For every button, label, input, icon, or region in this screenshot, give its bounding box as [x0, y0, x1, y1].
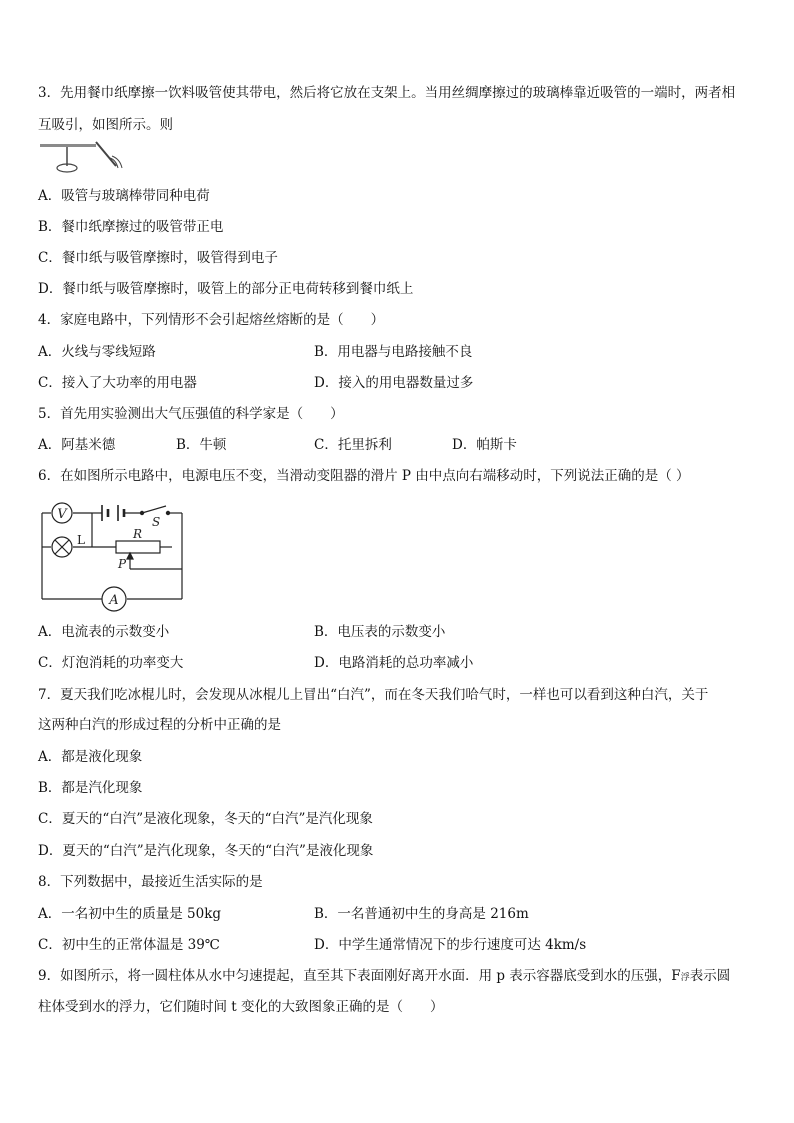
q3-option-c: C．餐巾纸与吸管摩擦时，吸管得到电子: [38, 250, 278, 266]
q6-circuit-diagram: [38, 498, 188, 612]
q4-option-d: D．接入的用电器数量过多: [314, 375, 474, 391]
lamp-label: L: [77, 533, 85, 547]
ammeter-label: A: [109, 593, 119, 608]
q3-option-b: B．餐巾纸摩擦过的吸管带正电: [38, 219, 224, 235]
switch-label: S: [152, 515, 161, 529]
q5-stem: 5．首先用实验测出大气压强值的科学家是（ ）: [38, 406, 344, 422]
q8-option-d: D．中学生通常情况下的步行速度可达 4km/s: [314, 937, 587, 953]
slider-label: P: [118, 557, 127, 571]
q7-option-a: A．都是液化现象: [38, 749, 143, 765]
q6-option-b: B．电压表的示数变小: [314, 624, 446, 640]
q6-stem: 6．在如图所示电路中，电源电压不变，当滑动变阻器的滑片 P 由中点向右端移动时，下列说法正确的是（ ）: [38, 468, 690, 484]
q6-option-a: A．电流表的示数变小: [38, 624, 170, 640]
q9-stem-line2: 柱体受到水的浮力，它们随时间 t 变化的大致图象正确的是（ ）: [38, 999, 444, 1015]
q3-stem-line2: 互吸引，如图所示。则: [38, 117, 173, 133]
q6-option-d: D．电路消耗的总功率减小: [314, 655, 474, 671]
q5-option-c: C．托里拆利: [314, 437, 392, 453]
switch-blade: [142, 506, 166, 513]
q8-option-a: A．一名初中生的质量是 50kg: [38, 906, 222, 922]
q9-buoyancy-subscript: 浮: [680, 973, 690, 983]
q4-option-a: A．火线与零线短路: [38, 344, 156, 360]
q7-option-c: C．夏天的“白汽”是液化现象，冬天的“白汽”是汽化现象: [38, 811, 373, 827]
q5-option-d: D．帕斯卡: [452, 437, 517, 453]
q3-option-a: A．吸管与玻璃棒带同种电荷: [38, 188, 210, 204]
q6-option-c: C．灯泡消耗的功率变大: [38, 655, 184, 671]
q3-straw-glassrod-figure: [40, 138, 122, 176]
glass-rod-shape: [96, 142, 116, 166]
rheostat-label: R: [133, 527, 143, 541]
q7-option-b: B．都是汽化现象: [38, 780, 143, 796]
q9-stem-part1: 9．如图所示，将一圆柱体从水中匀速提起，直至其下表面刚好离开水面．用 p 表示容器底受到水的压强，F: [38, 968, 681, 984]
straw-shape: [40, 144, 96, 147]
q9-stem-part2: 表示圆: [689, 968, 731, 984]
voltmeter-label: V: [57, 507, 67, 522]
q3-option-d: D．餐巾纸与吸管摩擦时，吸管上的部分正电荷转移到餐巾纸上: [38, 281, 414, 297]
q8-stem: 8．下列数据中，最接近生活实际的是: [38, 874, 263, 890]
slider-arrow: [127, 553, 133, 559]
q4-stem: 4．家庭电路中，下列情形不会引起熔丝熔断的是（ ）: [38, 312, 385, 328]
q9-stem-line1: [38, 967, 730, 987]
q4-option-b: B．用电器与电路接触不良: [314, 344, 473, 360]
q7-option-d: D．夏天的“白汽”是汽化现象，冬天的“白汽”是液化现象: [38, 843, 374, 859]
q8-option-b: B．一名普通初中生的身高是 216m: [314, 906, 529, 922]
q3-stem-line1: 3．先用餐巾纸摩擦一饮料吸管使其带电，然后将它放在支架上。当用丝绸摩擦过的玻璃棒靠近吸管的一端时，两者相: [38, 85, 736, 101]
q8-option-c: C．初中生的正常体温是 39℃: [38, 937, 220, 953]
rheostat-icon: [116, 541, 160, 553]
q4-option-c: C．接入了大功率的用电器: [38, 375, 197, 391]
q7-stem-line2: 这两种白汽的形成过程的分析中正确的是: [38, 717, 281, 733]
q7-stem-line1: 7．夏天我们吃冰棍儿时，会发现从冰棍儿上冒出“白汽”，而在冬天我们哈气时，一样也可以看到这种白汽，关于: [38, 687, 709, 703]
q5-option-a: A．阿基米德: [38, 437, 116, 453]
q5-option-b: B．牛顿: [176, 437, 227, 453]
